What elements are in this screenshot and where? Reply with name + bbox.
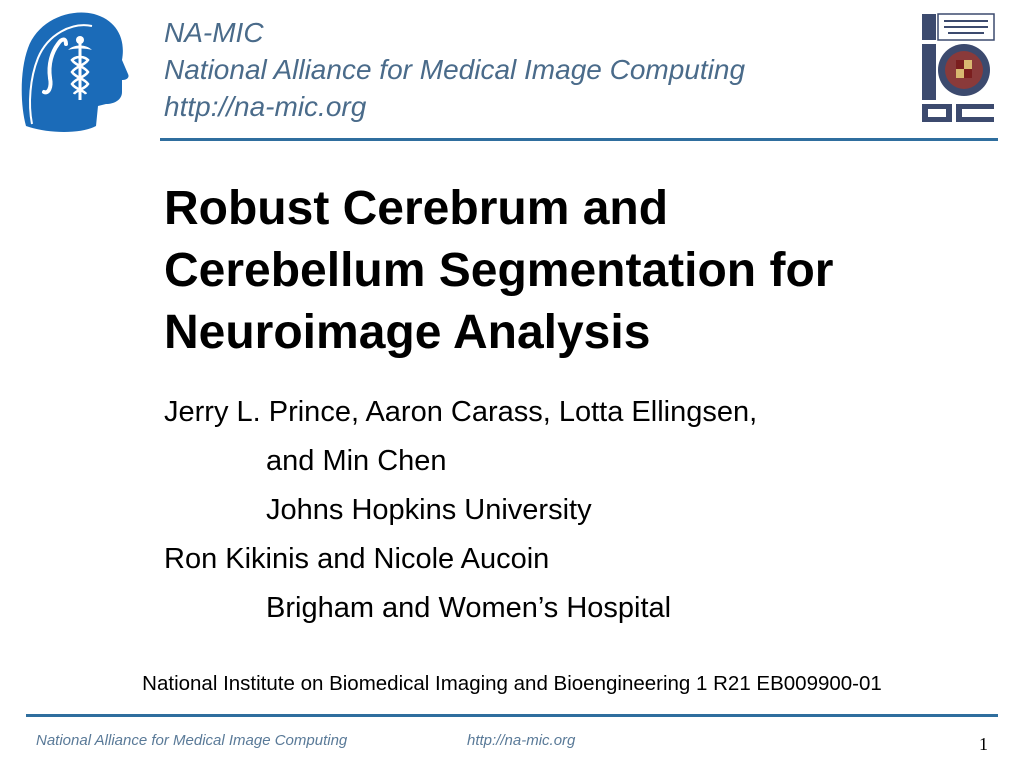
grant-acknowledgment: National Institute on Biomedical Imaging and Bioengineering 1 R21 EB009900-01	[142, 672, 882, 695]
footer-org-name: National Alliance for Medical Image Computing	[36, 732, 348, 749]
na-mic-head-logo-icon	[18, 8, 130, 136]
footer-divider	[26, 714, 998, 717]
affiliation-line: Johns Hopkins University	[266, 494, 592, 526]
org-full-name: National Alliance for Medical Image Computing	[164, 54, 746, 85]
header-divider	[160, 138, 998, 141]
authors-block	[164, 388, 757, 633]
title-line: Cerebellum Segmentation for	[164, 244, 834, 297]
page-number: 1	[979, 734, 988, 754]
org-url[interactable]: http://na-mic.org	[164, 91, 367, 122]
title-line: Neuroimage Analysis	[164, 306, 651, 359]
iacl-lab-logo-icon	[920, 12, 996, 124]
author-line: Ron Kikinis and Nicole Aucoin	[164, 543, 550, 575]
title-line: Robust Cerebrum and	[164, 182, 669, 235]
affiliation-line: Brigham and Women’s Hospital	[266, 592, 672, 624]
org-short-name: NA-MIC	[164, 17, 264, 48]
footer-url[interactable]: http://na-mic.org	[467, 732, 576, 749]
slide-title	[164, 178, 984, 364]
header-org-block	[164, 14, 745, 125]
author-line: Jerry L. Prince, Aaron Carass, Lotta Ellingsen,	[164, 396, 758, 428]
author-line: and Min Chen	[266, 445, 447, 477]
